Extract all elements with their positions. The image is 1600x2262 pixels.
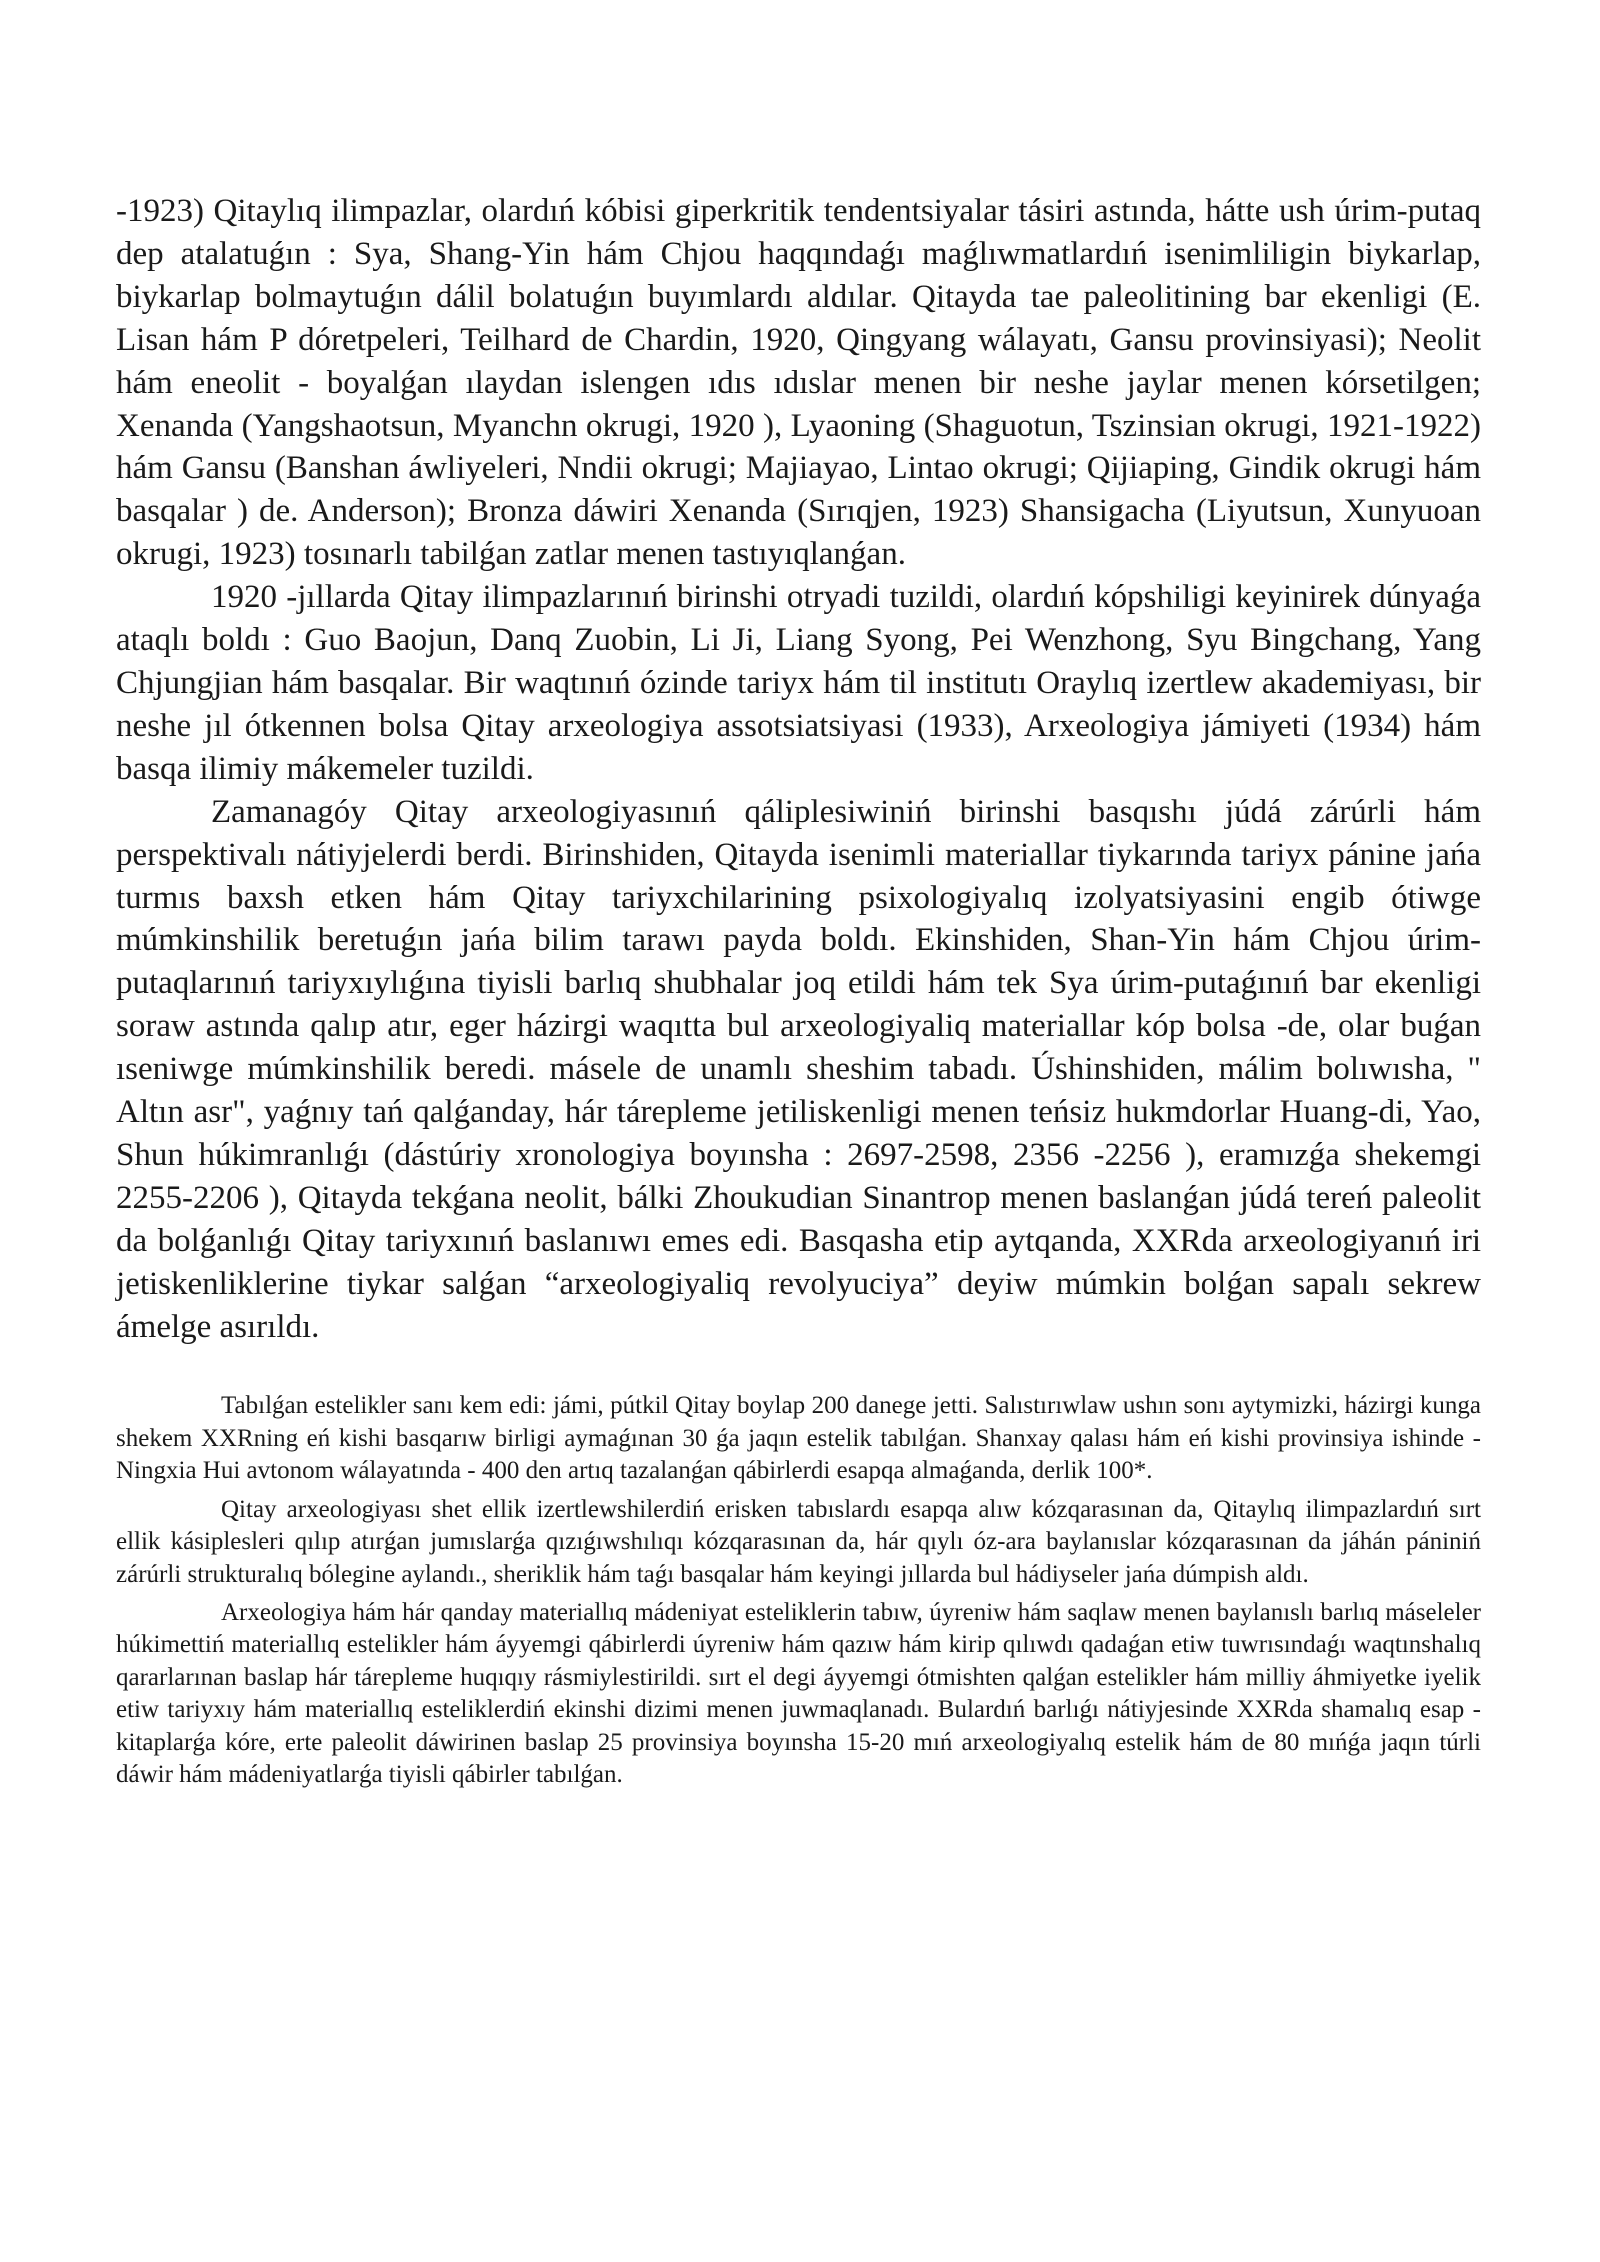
footnote-paragraph-2: Qitay arxeologiyası shet ellik izertlewshilerdiń erisken tabıslardı esapqa alıw kózqarasınan da, Qitaylıq ilimpazlardıń sırt ellik kásiplesleri qılıp atırǵan jumıslarǵa qızıǵıwshılıqı kózqarasınan da, hár qıylı óz-ara baylanıslar kózqarasınan da jáhán pániniń zárúrli strukturalıq bólegine aylandı., sheriklik hám taǵı basqalar hám keyingi jıllarda bul hádiyseler jańa dúmpish aldı. — [116, 1495, 1481, 1588]
footnote-text — [116, 1390, 1481, 1791]
main-paragraph-1: -1923) Qitaylıq ilimpazlar, olardıń kóbisi giperkritik tendentsiyalar tásiri astında, hátte ush úrim-putaq dep atalatuǵın : Sya, Shang-Yin hám Chjou haqqındaǵı maǵlıwmatlardıń isenimliligin biykarlap, biykarlap bolmaytuǵın dálil bolatuǵın buyımlardı aldılar. Qitayda tae paleolitining bar ekenligi (E. Lisan hám P dóretpeleri, Teilhard de Chardin, 1920, Qingyang wálayatı, Gansu provinsiyasi); Neolit hám eneolit - boyalǵan ılaydan islengen ıdıs ıdıslar menen bir neshe jaylar menen kórsetilgen; Xenanda (Yangshaotsun, Myanchn okrugi, 1920 ), Lyaoning (Shaguotun, Tszinsian okrugi, 1921-1922) hám Gansu (Banshan áwliyeleri, Nndii okrugi; Majiayao, Lintao okrugi; Qijiaping, Gindik okrugi hám basqalar ) de. Anderson); Bronza dáwiri Xenanda (Sırıqjen, 1923) Shansigacha (Liyutsun, Xunyuoan okrugi, 1923) tosınarlı tabilǵan zatlar menen tastıyıqlanǵan. — [116, 193, 1481, 573]
document-page — [116, 190, 1481, 1791]
footnote-paragraph-1: Tabılǵan estelikler sanı kem edi: jámi, pútkil Qitay boylap 200 danege jetti. Salıstırıwlaw ushın sonı aytymizki, házirgi kunga shekem XXRning eń kishi basqarıw birligi aymaǵınan 30 ǵa jaqın estelik tabılǵan. Shanxay qalası hám eń kishi provinsiya ishinde - Ningxia Hui avtonom wálayatında - 400 den artıq tazalanǵan qábirlerdi esapqa almaǵanda, derlik 100*. — [116, 1392, 1481, 1485]
main-text — [116, 190, 1481, 1348]
main-paragraph-2: 1920 -jıllarda Qitay ilimpazlarınıń birinshi otryadi tuzildi, olardıń kópshiligi keyinirek dúnyaǵa ataqlı boldı : Guo Baojun, Danq Zuobin, Li Ji, Liang Syong, Pei Wenzhong, Syu Bingchang, Yang Chjungjian hám basqalar. Bir waqtınıń ózinde tariyx hám til institutı Oraylıq izertlew akademiyası, bir neshe jıl ótkennen bolsa Qitay arxeologiya assotsiatsiyasi (1933), Arxeologiya jámiyeti (1934) hám basqa ilimiy mákemeler tuzildi. — [116, 579, 1481, 787]
footnote-paragraph-3: Arxeologiya hám hár qanday materiallıq mádeniyat esteliklerin tabıw, úyreniw hám saqlaw menen baylanıslı barlıq máseleler húkimettiń materiallıq estelikler hám áyyemgi qábirlerdi úyreniw hám qazıw hám kirip qılıwdı qadaǵan etiw tuwrısındaǵı waqtınshalıq qararlarınan baslap hár tárepleme huqıqıy rásmiylestirildi. sırt el degi áyyemgi ótmishten qalǵan estelikler hám milliy áhmiyetke iyelik etiw tariyxıy hám materiallıq esteliklerdiń ekinshi dizimi menen juwmaqlanadı. Bulardıń barlıǵı nátiyjesinde XXRda shamalıq esap -kitaplarǵa kóre, erte paleolit dáwirinen baslap 25 provinsiya boyınsha 15-20 mıń arxeologiyalıq estelik hám de 80 mıńǵa jaqın túrli dáwir hám mádeniyatlarǵa tiyisli qábirler tabılǵan. — [116, 1598, 1481, 1788]
main-paragraph-3: Zamanagóy Qitay arxeologiyasınıń qáliplesiwiniń birinshi basqıshı júdá zárúrli hám perspektivalı nátiyjelerdi berdi. Birinshiden, Qitayda isenimli materiallar tiykarında tariyx pánine jańa turmıs baxsh etken hám Qitay tariyxchilarining psixologiyalıq izolyatsiyasini engib ótiwge múmkinshilik beretuǵın jańa bilim tarawı payda boldı. Ekinshiden, Shan-Yin hám Chjou úrim-putaqlarınıń tariyxıylıǵına tiyisli barlıq shubhalar joq etildi hám tek Sya úrim-putaǵınıń bar ekenligi soraw astında qalıp atır, eger házirgi waqıtta bul arxeologiyaliq materiallar kóp bolsa -de, olar buǵan ıseniwge múmkinshilik beredi. másele de unamlı sheshim tabadı. Úshinshiden, málim bolıwısha, " Altın asr", yaǵnıy tań qalǵanday, hár tárepleme jetiliskenligi menen teńsiz hukmdorlar Huang-di, Yao, Shun húkimranlıǵı (dástúriy xronologiya boyınsha : 2697-2598, 2356 -2256 ), eramızǵa shekemgi 2255-2206 ), Qitayda tekǵana neolit, bálki Zhoukudian Sinantrop menen baslanǵan júdá tereń paleolit da bolǵanlıǵı Qitay tariyxınıń baslanıwı emes edi. Basqasha etip aytqanda, XXRda arxeologiyanıń iri jetiskenliklerine tiykar salǵan “arxeologiyaliq revolyuciya” deyiw múmkin bolǵan sapalı sekrew ámelge asırıldı. — [116, 793, 1481, 1345]
